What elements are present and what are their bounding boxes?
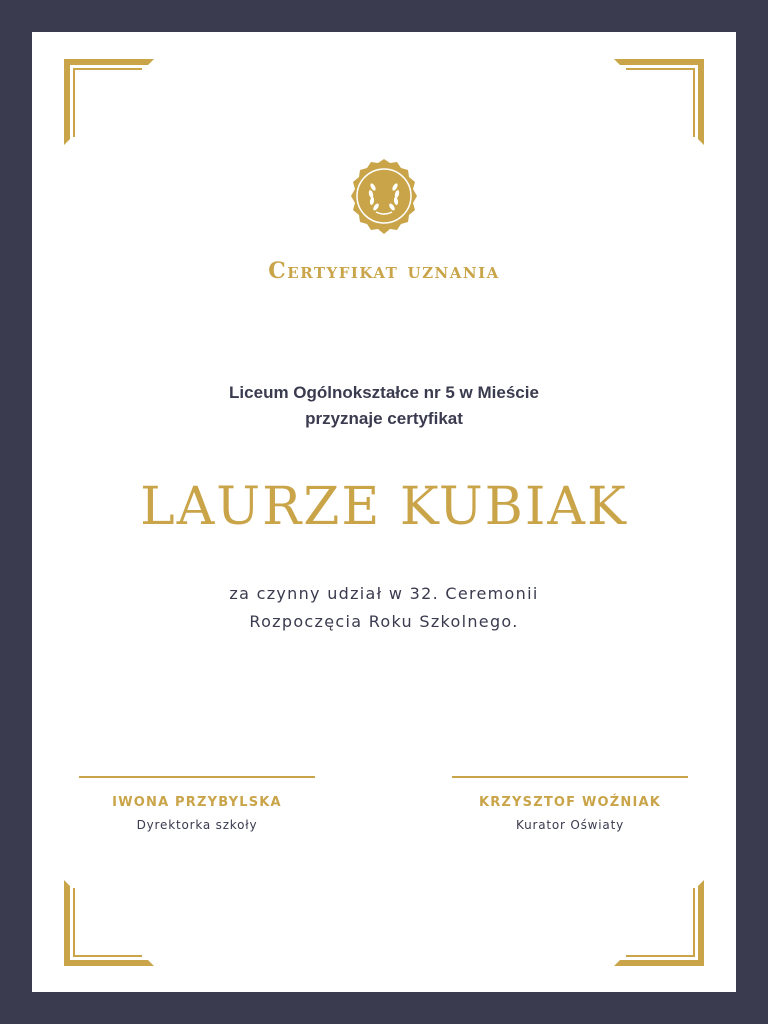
- corner-ornament-top-right-icon: [610, 57, 706, 147]
- reason-line-2: Rozpoczęcia Roku Szkolnego.: [249, 612, 519, 631]
- corner-ornament-bottom-right-icon: [610, 878, 706, 968]
- signatory-role: Kurator Oświaty: [516, 818, 624, 832]
- certificate-sheet: [32, 32, 736, 992]
- recipient-name: LAURZE KUBIAK: [140, 477, 628, 537]
- award-statement: przyznaje certyfikat: [305, 409, 463, 428]
- laurel-wreath-seal-icon: [342, 157, 426, 237]
- school-name: Liceum Ogólnokształce nr 5 w Mieście: [229, 383, 539, 402]
- issuer-text: [32, 380, 736, 432]
- signatory-name: IWONA PRZYBYLSKA: [112, 795, 282, 810]
- signatory-role: Dyrektorka szkoły: [136, 818, 258, 832]
- signatory-name: KRZYSZTOF WOŹNIAK: [478, 795, 662, 810]
- certificate-title: Certyfikat uznania: [268, 258, 500, 284]
- signature-line: [79, 776, 315, 778]
- corner-ornament-top-left-icon: [62, 57, 158, 147]
- corner-ornament-bottom-left-icon: [62, 878, 158, 968]
- award-reason: [32, 580, 736, 636]
- reason-line-1: za czynny udział w 32. Ceremonii: [229, 584, 539, 603]
- signature-block-right: [452, 776, 688, 835]
- signature-line: [452, 776, 688, 778]
- signature-block-left: [79, 776, 315, 835]
